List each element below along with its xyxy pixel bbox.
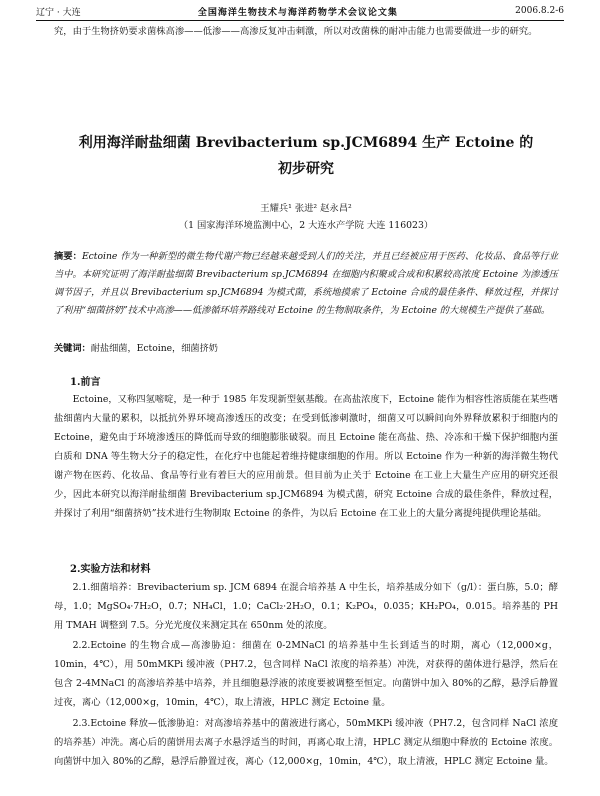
header-date: 2006.8.2-6 xyxy=(515,6,564,16)
keywords-text: 耐盐细菌，Ectoine，细菌挤奶 xyxy=(90,343,218,354)
abstract-label: 摘要： xyxy=(54,251,82,262)
article-title xyxy=(54,130,558,182)
keywords xyxy=(54,340,558,354)
header-location: 辽宁 · 大连 xyxy=(36,7,81,18)
abstract xyxy=(54,248,558,320)
methods-paragraph-synthesis: 2.2.Ectoine 的生物合成—高渗胁迫：细菌在 0-2MNaCl 的培养基中生长到适当的时期，离心（12,000×g，10min，4℃），用 50mMKPi 缓冲液（PH7.2，包含同样 NaCl 浓度的培养基）冲洗，对获得的菌体进行悬浮，然后在包含 2-4MNaCl 的高渗培养基中培养，并且细胞悬浮液的浓度要被调整至恒定。向菌饼中加入 80%的乙醇，悬浮后静置过夜，离心（12,000×g，10min，4℃），取上清液，HPLC 测定 Ectoine 量。 xyxy=(54,640,558,708)
section-heading-introduction: 1.前言 xyxy=(70,377,101,388)
introduction-paragraph: Ectoine，又称四氢嘧啶，是一种于 1985 年发现新型氨基酸。在高盐浓度下，Ectoine 能作为相容性溶质能在某些嗜盐细菌内大量的累积，以抵抗外界环境高渗透压的改变；在受到低渗刺激时，细菌又可以瞬间向外界释放累积于细胞内的 Ectoine，避免由于环境渗透压的降低而导致的细胞膨胀破裂。而且 Ectoine 能在高盐、热、冷冻和干燥下保护细胞内蛋白质和 DNA 等生物大分子的稳定性，在化疗中也能起着维持健康细胞的作用。所以 Ectoine 作为一种新的海洋微生物代谢产物在医药、化妆品、食品等行业有着巨大的应用前景。但目前为止关于 Ectoine 在工业上大量生产应用的研究还很少，因此本研究以海洋耐盐细菌 Brevibacterium sp.JCM6894 为模式菌，研究 Ectoine 合成的最佳条件，释放过程，并探讨了利用“细菌挤奶”技术进行生物制取 Ectoine 的条件，为以后 Ectoine 在工业上的大量分离提纯提供理论基础。 xyxy=(54,394,558,519)
article-title-line2: 初步研究 xyxy=(278,161,334,177)
author-affiliations: （1 国家海洋环境监测中心，2 大连水产学院 大连 116023） xyxy=(178,220,434,231)
abstract-text: Ectoine 作为一种新型的微生物代谢产物已经越来越受到人们的关注，并且已经被应用于医药、化妆品、食品等行业当中。本研究证明了海洋耐盐细菌 Brevibacterium sp.JCM6894 在细胞内积聚或合成和积累较高浓度 Ectoine 为渗透压调节因子，并且以 Brevibacterium sp.JCM6894 为模式菌，系统地摸索了 Ectoine 合成的最佳条件、释放过程，并探讨了利用“细菌挤奶”技术中高渗——低渗循环培养路线对 Ectoine 的生物制取条件，为 Ectoine 的大规模生产提供了基础。 xyxy=(54,251,559,316)
methods-paragraph-culture: 2.1.细菌培养：Brevibacterium sp. JCM 6894 在混合培养基 A 中生长，培养基成分如下（g/l）：蛋白胨，5.0；酵母，1.0；MgSO₄·7H₂O，0.7；NH₄Cl，1.0；CaCl₂·2H₂O，0.1；K₂PO₄，0.035；KH₂PO₄，0.015。培养基的 PH 用 TMAH 调整到 7.5。分光光度仪来测定其在 650nm 处的浓度。 xyxy=(54,582,558,631)
author-list: 王耀兵¹ 张进² 赵永昌² xyxy=(260,203,352,214)
article-title-line1: 利用海洋耐盐细菌 Brevibacterium sp.JCM6894 生产 Ectoine 的 xyxy=(78,135,534,151)
header-proceedings-title: 全国海洋生物技术与海洋药物学术会议论文集 xyxy=(197,7,398,18)
header-rule xyxy=(36,20,564,21)
section-heading-methods: 2.实验方法和材料 xyxy=(70,564,151,575)
methods-paragraph-release: 2.3.Ectoine 释放—低渗胁迫：对高渗培养基中的菌液进行离心，50mMKPi 缓冲液（PH7.2，包含同样 NaCl 浓度的培养基）冲洗。离心后的菌饼用去离子水悬浮适当的时间，再离心取上清，HPLC 测定从细胞中释放的 Ectoine 浓度。向菌饼中加入 80%的乙醇，悬浮后静置过夜，离心（12,000×g，10min，4℃），取上清液，HPLC 测定 Ectoine 量。 xyxy=(54,718,558,767)
running-header xyxy=(36,4,564,18)
carryover-paragraph: 究，由于生物挤奶要求菌株高渗——低渗——高渗反复冲击刺激，所以对改菌株的耐冲击能力也需要做进一步的研究。 xyxy=(54,26,538,37)
keywords-label: 关键词： xyxy=(54,343,91,354)
